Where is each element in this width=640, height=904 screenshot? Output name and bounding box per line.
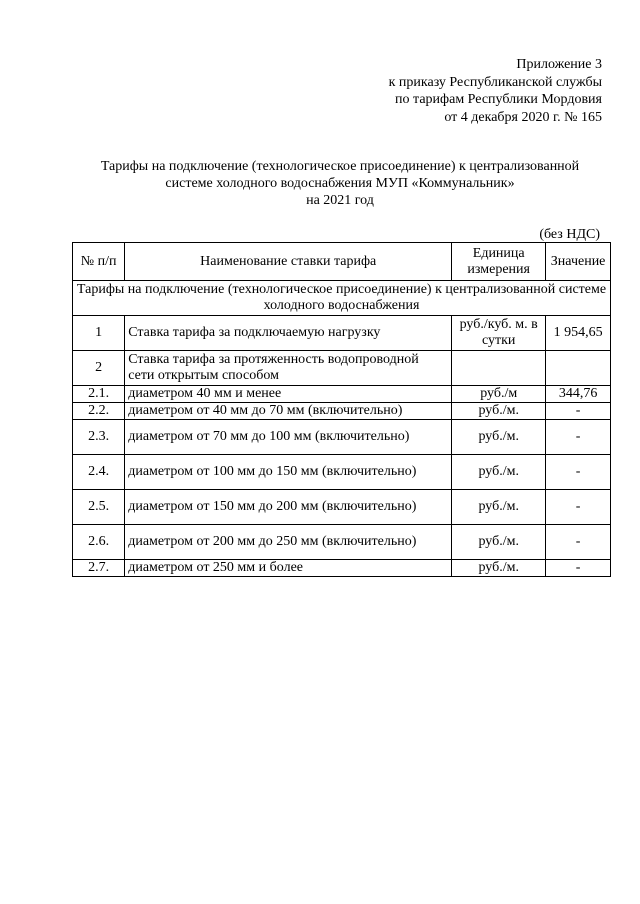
row-name: диаметром от 100 мм до 150 мм (включительно) bbox=[125, 455, 452, 490]
row-no: 1 bbox=[73, 316, 125, 351]
row-name: Ставка тарифа за протяженность водопроводной сети открытым способом bbox=[125, 351, 452, 386]
row-name: диаметром от 250 мм и более bbox=[125, 560, 452, 577]
row-value: - bbox=[546, 455, 611, 490]
row-no: 2.5. bbox=[73, 490, 125, 525]
table-row bbox=[73, 386, 611, 403]
row-no: 2 bbox=[73, 351, 125, 386]
vat-note: (без НДС) bbox=[539, 227, 600, 242]
row-name: диаметром 40 мм и менее bbox=[125, 386, 452, 403]
row-no: 2.6. bbox=[73, 525, 125, 560]
row-name: Ставка тарифа за подключаемую нагрузку bbox=[125, 316, 452, 351]
row-unit: руб./м. bbox=[452, 490, 546, 525]
row-unit: руб./м. bbox=[452, 420, 546, 455]
section-row bbox=[73, 281, 611, 316]
row-value bbox=[546, 351, 611, 386]
row-name: диаметром от 150 мм до 200 мм (включительно) bbox=[125, 490, 452, 525]
header-no: № п/п bbox=[73, 243, 125, 281]
appendix-reference bbox=[389, 56, 602, 126]
row-no: 2.7. bbox=[73, 560, 125, 577]
row-value: 344,76 bbox=[546, 386, 611, 403]
row-no: 2.3. bbox=[73, 420, 125, 455]
row-value: 1 954,65 bbox=[546, 316, 611, 351]
appendix-line: Приложение 3 bbox=[516, 57, 602, 72]
row-unit: руб./м. bbox=[452, 455, 546, 490]
header-name: Наименование ставки тарифа bbox=[125, 243, 452, 281]
appendix-line: от 4 декабря 2020 г. № 165 bbox=[444, 109, 602, 125]
table-row bbox=[73, 403, 611, 420]
title-line: системе холодного водоснабжения МУП «Коммунальник» bbox=[165, 176, 515, 191]
row-name: диаметром от 200 мм до 250 мм (включительно) bbox=[125, 525, 452, 560]
header-unit: Единица измерения bbox=[452, 243, 546, 281]
section-title: Тарифы на подключение (технологическое присоединение) к централизованной системе холодного водоснабжения bbox=[73, 281, 611, 316]
row-unit: руб./м. bbox=[452, 560, 546, 577]
row-no: 2.2. bbox=[73, 403, 125, 420]
title-line: Тарифы на подключение (технологическое присоединение) к централизованной bbox=[100, 159, 580, 174]
row-no: 2.1. bbox=[73, 386, 125, 403]
row-name: диаметром от 40 мм до 70 мм (включительно) bbox=[125, 403, 452, 420]
row-no: 2.4. bbox=[73, 455, 125, 490]
row-unit: руб./куб. м. в сутки bbox=[452, 316, 546, 351]
row-value: - bbox=[546, 490, 611, 525]
table-row bbox=[73, 316, 611, 351]
table-row bbox=[73, 455, 611, 490]
appendix-line: к приказу Республиканской службы bbox=[388, 74, 602, 90]
document-title bbox=[40, 158, 640, 209]
tariff-table bbox=[72, 242, 611, 577]
row-unit bbox=[452, 351, 546, 386]
row-value: - bbox=[546, 525, 611, 560]
row-unit: руб./м bbox=[452, 386, 546, 403]
table-header-row bbox=[73, 243, 611, 281]
table-row bbox=[73, 351, 611, 386]
row-value: - bbox=[546, 560, 611, 577]
table-row bbox=[73, 560, 611, 577]
row-unit: руб./м. bbox=[452, 525, 546, 560]
header-value: Значение bbox=[546, 243, 611, 281]
row-name: диаметром от 70 мм до 100 мм (включительно) bbox=[125, 420, 452, 455]
title-line: на 2021 год bbox=[306, 193, 374, 208]
appendix-line: по тарифам Республики Мордовия bbox=[395, 92, 602, 107]
table-row bbox=[73, 420, 611, 455]
row-value: - bbox=[546, 403, 611, 420]
row-value: - bbox=[546, 420, 611, 455]
row-unit: руб./м. bbox=[452, 403, 546, 420]
table-row bbox=[73, 490, 611, 525]
table-row bbox=[73, 525, 611, 560]
